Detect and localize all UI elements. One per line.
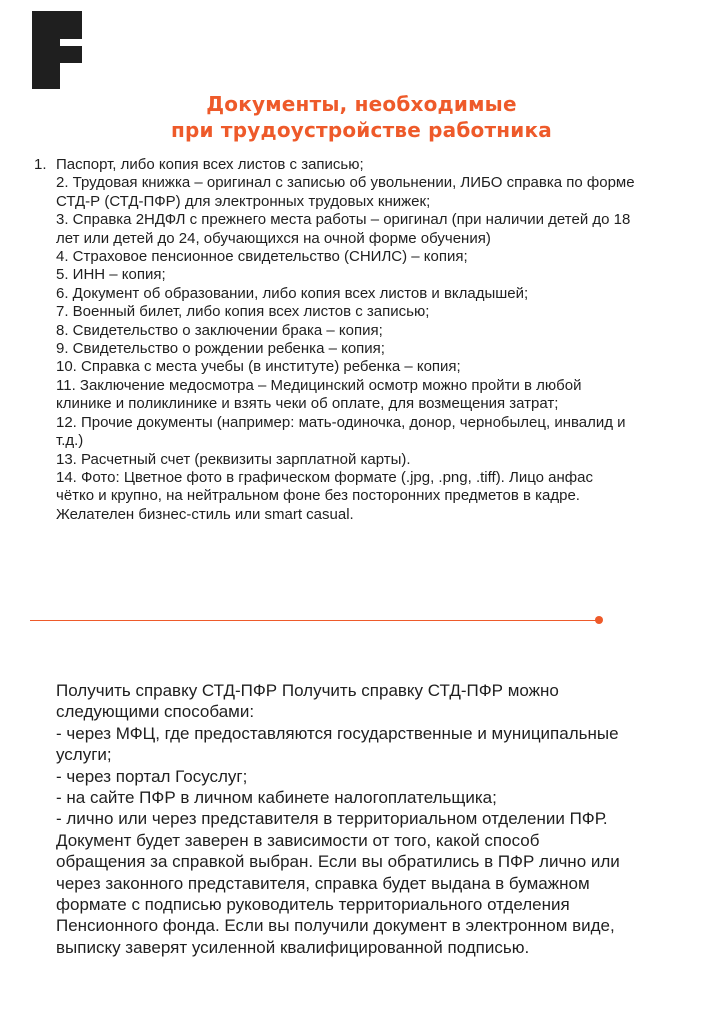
paragraph-line: следующими способами: bbox=[56, 702, 255, 722]
documents-list bbox=[34, 156, 696, 524]
paragraph-line: услуги; bbox=[56, 745, 112, 765]
paragraph-line: Документ будет заверен в зависимости от того, какой способ bbox=[56, 830, 540, 850]
list-line: Желателен бизнес-стиль или smart casual. bbox=[56, 505, 354, 523]
list-line: 12. Прочие документы (например: мать-одиночка, донор, чернобылец, инвалид и bbox=[56, 413, 626, 431]
list-line: 2. Трудовая книжка – оригинал с записью об увольнении, ЛИБО справка по форме bbox=[56, 174, 635, 192]
list-line: 6. Документ об образовании, либо копия всех листов и вкладышей; bbox=[56, 284, 529, 302]
list-number: 1. bbox=[34, 156, 47, 173]
paragraph-line: выписку заверят усиленной квалифицированной подписью. bbox=[56, 937, 530, 957]
list-line: 8. Свидетельство о заключении брака – копия; bbox=[56, 321, 383, 339]
list-line: чётко и крупно, на нейтральном фоне без посторонних предметов в кадре. bbox=[56, 487, 580, 505]
list-line: СТД-Р (СТД-ПФР) для электронных трудовых книжек; bbox=[56, 192, 431, 210]
paragraph-line: через законного представителя, справка будет выдана в бумажном bbox=[56, 873, 590, 893]
list-line: 4. Страховое пенсионное свидетельство (СНИЛС) – копия; bbox=[56, 248, 468, 266]
divider-dot-icon bbox=[595, 616, 603, 624]
paragraph-line: Пенсионного фонда. Если вы получили документ в электронном виде, bbox=[56, 916, 615, 936]
section-divider bbox=[30, 620, 598, 621]
paragraph-line: обращения за справкой выбран. Если вы обратились в ПФР лично или bbox=[56, 852, 620, 872]
list-line: 7. Военный билет, либо копия всех листов с записью; bbox=[56, 303, 430, 321]
paragraph-line: Получить справку СТД-ПФР Получить справку СТД-ПФР можно bbox=[56, 681, 559, 700]
list-line: 10. Справка с места учебы (в институте) ребенка – копия; bbox=[56, 358, 461, 376]
paragraph-line: формате с подписью руководитель территориального отделения bbox=[56, 895, 570, 915]
list-line: 5. ИНН – копия; bbox=[56, 266, 166, 284]
list-line: лет или детей до 24, обучающихся на очной форме обучения) bbox=[56, 229, 491, 247]
page-title bbox=[0, 91, 723, 143]
paragraph-line: - через портал Госуслуг; bbox=[56, 766, 248, 786]
paragraph-line: - на сайте ПФР в личном кабинете налогоплательщика; bbox=[56, 788, 497, 808]
list-line: 11. Заключение медосмотра – Медицинский осмотр можно пройти в любой bbox=[56, 376, 582, 394]
list-line: 14. Фото: Цветное фото в графическом формате (.jpg, .png, .tiff). Лицо анфас bbox=[56, 468, 593, 486]
page-title-line-2: при трудоустройстве работника bbox=[171, 118, 552, 142]
list-line: 3. Справка 2НДФЛ с прежнего места работы – оригинал (при наличии детей до 18 bbox=[56, 211, 631, 229]
page-title-line-1: Документы, необходимые bbox=[206, 92, 517, 116]
std-pfr-paragraph bbox=[56, 680, 676, 958]
brand-logo-icon bbox=[32, 11, 82, 89]
list-line: 13. Расчетный счет (реквизиты зарплатной карты). bbox=[56, 450, 411, 468]
list-line: т.д.) bbox=[56, 432, 84, 450]
paragraph-line: - через МФЦ, где предоставляются государственные и муниципальные bbox=[56, 723, 619, 743]
list-line: клинике и поликлинике и взять чеки об оплате, для возмещения затрат; bbox=[56, 395, 559, 413]
list-line: 9. Свидетельство о рождении ребенка – копия; bbox=[56, 340, 385, 358]
logo-shape bbox=[32, 11, 82, 89]
list-line: Паспорт, либо копия всех листов с записью; bbox=[56, 156, 364, 173]
paragraph-line: - лично или через представителя в территориальном отделении ПФР. bbox=[56, 809, 608, 829]
